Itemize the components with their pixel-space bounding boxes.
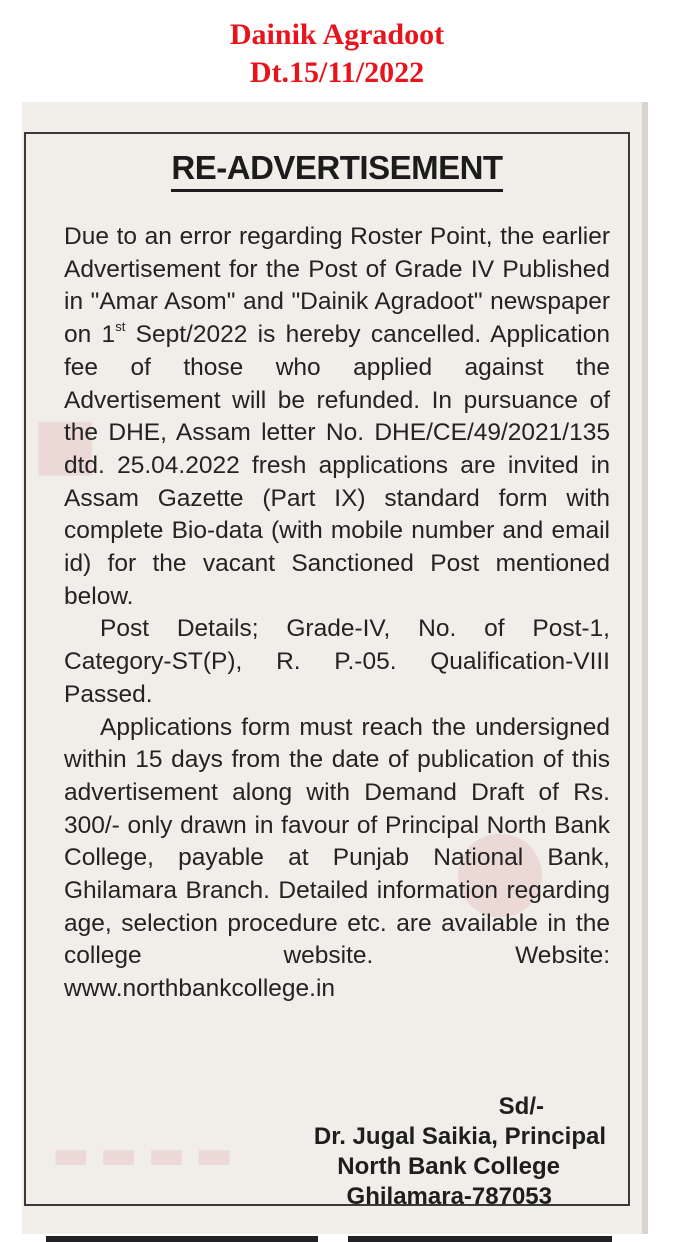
ordinal-suffix: st (115, 318, 126, 334)
publication-date: Dt.15/11/2022 (249, 56, 425, 89)
paragraph-text-part: Sept/2022 is hereby cancelled. Application fee of those who applied against the Advertisement will be refunded. In pursuance of the DHE, Assam letter No. DHE/CE/49/2021/135 dtd. 25.04.2022 fresh applications are invited in Assam Gazette (Part IX) standard form with complete Bio-data (with mobile number and email id) for the vacant Sanctioned Post mentioned below. (64, 321, 610, 610)
bleed-through-mark: ■ (32, 402, 99, 484)
notice-heading (0, 148, 674, 192)
bleed-through-mark: ● (452, 802, 548, 930)
college-address: Ghilamara-787053 (346, 1183, 552, 1210)
signatory-name: Dr. Jugal Saikia, Principal (313, 1123, 606, 1150)
notice-paragraph-application: Applications form must reach the undersigned within 15 days from the date of publication of this advertisement along with Demand Draft of Rs. 300/- only drawn in favour of Principal North Bank College, payable at Punjab National Bank, Ghilamara Branch. Detailed information regarding age, selection procedure etc. are available in the college website. Website: www.northbankcollege.in (64, 713, 610, 1003)
college-name: North Bank College (337, 1153, 560, 1180)
notice-title: RE-ADVERTISEMENT (171, 148, 502, 192)
notice-paragraph-cancellation (64, 221, 610, 613)
masthead (0, 16, 674, 92)
newspaper-name: Dainik Agradoot (229, 18, 445, 51)
signature-block (314, 1092, 606, 1212)
signature-sd: Sd/- (498, 1093, 544, 1120)
paragraph-text-part: Due to an error regarding Roster Point, the earlier Advertisement for the Post of Grade IV Published in "Amar Asom" and "Dainik Agradoot" newspaper on 1 (64, 223, 610, 349)
notice-body (64, 221, 610, 1006)
notice-paragraph-post-details: Post Details; Grade-IV, No. of Post-1, Category-ST(P), R. P.-05. Qualification-VIII Passed. (64, 615, 610, 708)
next-column-edge (46, 1236, 318, 1242)
next-column-edge (348, 1236, 612, 1242)
bleed-through-mark: ▬▬▬▬ (52, 1132, 244, 1178)
clipping-edge-shadow (642, 102, 648, 1234)
